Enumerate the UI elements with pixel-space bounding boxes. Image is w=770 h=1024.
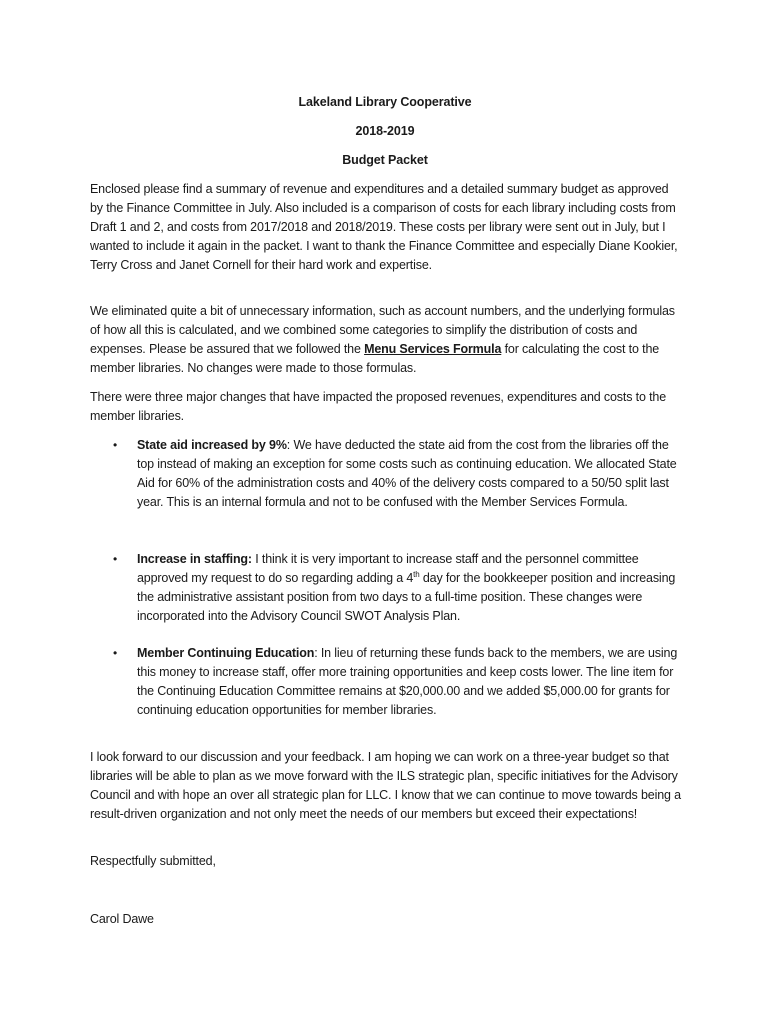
bullet-text: [137, 436, 685, 512]
signature: Carol Dawe: [90, 912, 154, 926]
bullet-body: I think it is very important to increase staff and the personnel committee approved my request to do so regarding adding a 4: [137, 552, 639, 585]
closing-paragraph: I look forward to our discussion and your feedback. I am hoping we can work on a three-year budget so that libraries will be able to plan as we move forward with the ILS strategic plan, specific initiatives for the Advisory Council and with hope an over all strategic plan for LLC. I know that we can continue to move towards being a result-driven organization and not only meet the needs of our members but exceed their expectations!: [90, 750, 681, 821]
bullet-label: State aid increased by 9%: [137, 438, 287, 452]
title-heading: Budget Packet: [342, 153, 428, 167]
bullet-body: : In lieu of returning these funds back to the members, we are using this money to increase staff, offer more training opportunities and keep costs lower. The line item for the Continuing Education Committee remains at $20,000.00 and we added $5,000.00 for grants for continuing education opportunities for member libraries.: [137, 646, 678, 717]
major-changes-paragraph: There were three major changes that have impacted the proposed revenues, expenditures and costs to the member libraries.: [90, 390, 667, 423]
changes-paragraph-text-1: We eliminated quite a bit of unnecessary information, such as account numbers, and the underlying formulas of how all this is calculated, and we combined some categories to simplify the distribution of costs and expenses. Please be assured that we followed the: [90, 304, 675, 356]
bullet-icon: •: [113, 438, 118, 452]
bullet-body-cont: day for the bookkeeper position and increasing the administrative assistant position from two days to a full-time position. These changes were incorporated into the Advisory Council SWOT Analysis Plan.: [137, 571, 676, 623]
bullet-icon: •: [113, 646, 118, 660]
menu-services-formula-link[interactable]: Menu Services Formula: [364, 342, 502, 356]
year-heading: 2018-2019: [355, 124, 415, 138]
changes-paragraph: [90, 302, 682, 378]
intro-paragraph: Enclosed please find a summary of revenue and expenditures and a detailed summary budget as approved by the Finance Committee in July. Also included is a comparison of costs for each library including costs from Draft 1 and 2, and costs from 2017/2018 and 2018/2019. These costs per library were sent out in July, but I wanted to include it again in the packet. I want to thank the Finance Committee and especially Diane Kookier, Terry Cross and Janet Cornell for their hard work and expertise.: [90, 182, 678, 272]
bullet-label: Increase in staffing:: [137, 552, 252, 566]
changes-paragraph-text-2: for calculating the cost to the member libraries. No changes were made to those formulas.: [90, 342, 660, 375]
bullet-body: : We have deducted the state aid from the cost from the libraries off the top instead of making an exception for some costs such as continuing education. We allocated State Aid for 60% of the administration costs and 40% of the delivery costs compared to a 50/50 split last year. This is an internal formula and not to be confused with the Member Services Formula.: [137, 438, 677, 509]
bullet-text: [137, 644, 685, 720]
bullet-icon: •: [113, 552, 118, 566]
bullet-superscript: th: [413, 569, 420, 579]
closing-line: Respectfully submitted,: [90, 854, 216, 868]
org-heading: Lakeland Library Cooperative: [298, 95, 472, 109]
bullet-text: [137, 550, 685, 626]
bullet-label: Member Continuing Education: [137, 646, 315, 660]
